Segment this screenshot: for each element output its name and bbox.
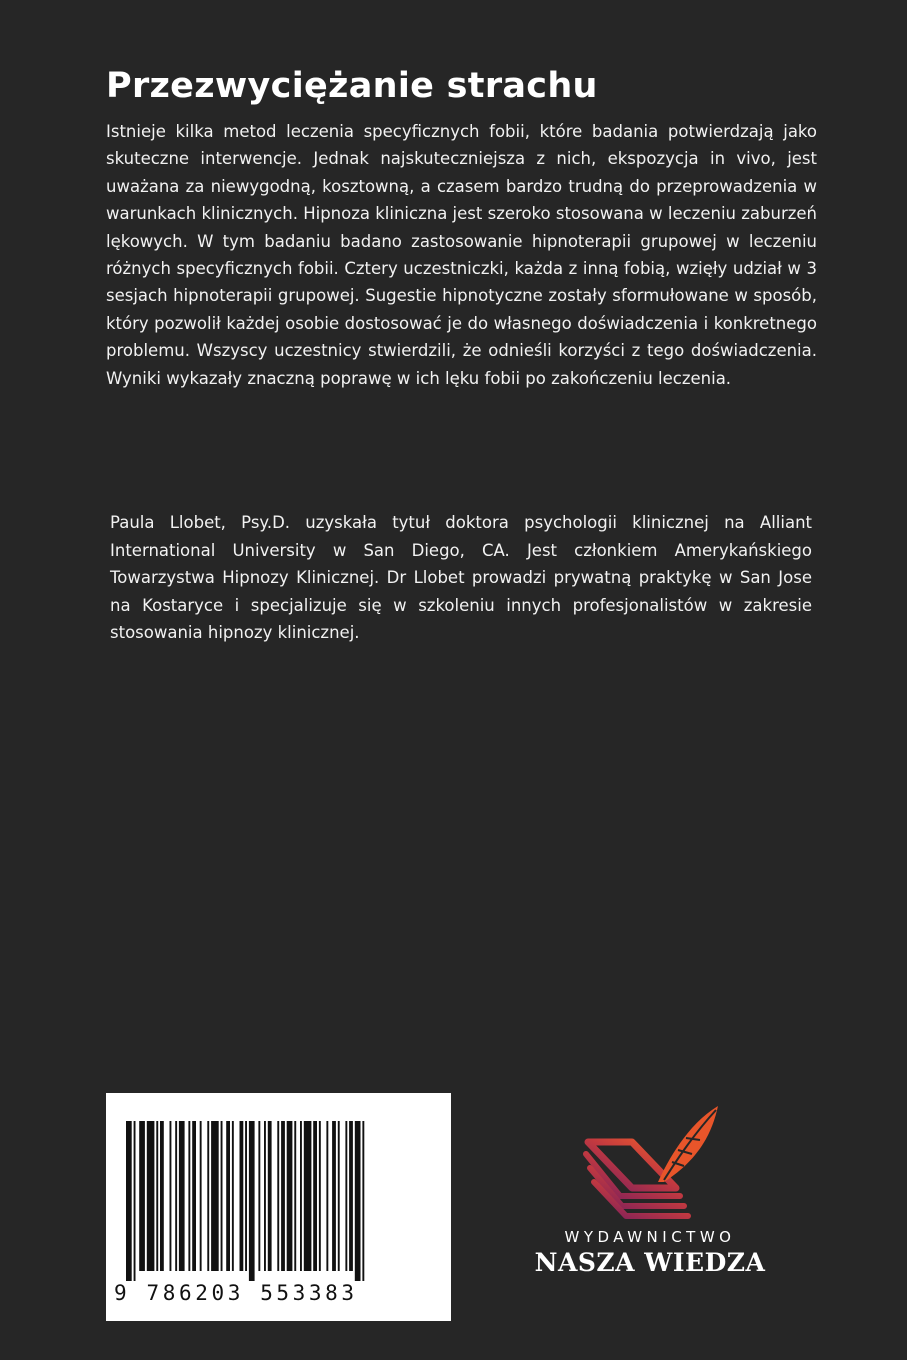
book-title: Przezwyciężanie strachu: [106, 66, 598, 106]
barcode-bar: [179, 1121, 185, 1271]
barcode-bar: [139, 1121, 145, 1271]
isbn-number: 9 786203 553383: [114, 1281, 358, 1305]
barcode-bar: [300, 1121, 302, 1271]
barcode-bar: [313, 1121, 317, 1271]
barcode-bar: [349, 1121, 353, 1271]
barcode-bar: [240, 1121, 244, 1271]
barcode-bar: [268, 1121, 272, 1271]
barcode-bar: [232, 1121, 234, 1271]
barcode-bar: [319, 1121, 321, 1271]
barcode-bar: [147, 1121, 155, 1271]
barcode-bar: [326, 1121, 328, 1271]
barcode-bar: [211, 1121, 219, 1271]
barcode-bar: [338, 1121, 340, 1271]
barcode-bar: [160, 1121, 164, 1271]
barcode-bar: [345, 1121, 347, 1271]
barcode-bar: [294, 1121, 296, 1271]
barcode-bar: [221, 1121, 223, 1271]
barcode-bar: [192, 1121, 196, 1271]
barcode-bar: [281, 1121, 285, 1271]
publisher-logo: [520, 1100, 780, 1290]
barcode-bar: [156, 1121, 158, 1271]
barcode-bar: [355, 1121, 361, 1281]
publisher-label: WYDAWNICTWO: [564, 1228, 736, 1246]
barcode-bars: [106, 1093, 451, 1283]
isbn-barcode: [106, 1093, 451, 1321]
barcode-bar: [287, 1121, 293, 1271]
barcode-bar: [175, 1121, 177, 1271]
barcode-bar: [362, 1121, 364, 1281]
barcode-bar: [264, 1121, 266, 1271]
barcode-bar: [126, 1121, 132, 1281]
barcode-bar: [249, 1121, 255, 1281]
author-bio: Paula Llobet, Psy.D. uzyskała tytuł doktora psychologii klinicznej na Alliant International University w San Diego, CA. Jest członkiem Amerykańskiego Towarzystwa Hipnozy Klinicznej. Dr Llobet prowadzi prywatną praktykę w San Jose na Kostaryce i specjalizuje się w szkoleniu innych profesjonalistów w zakresie stosowania hipnozy klinicznej.: [110, 513, 812, 643]
barcode-bar: [170, 1121, 172, 1271]
barcode-bar: [200, 1121, 202, 1271]
barcode-bar: [332, 1121, 336, 1271]
barcode-bar: [188, 1121, 190, 1271]
barcode-bar: [277, 1121, 279, 1271]
barcode-bar: [258, 1121, 260, 1271]
publisher-name: NASZA WIEDZA: [534, 1248, 766, 1277]
barcode-bar: [245, 1121, 247, 1271]
book-quill-icon: [580, 1100, 720, 1225]
barcode-bar: [226, 1121, 230, 1271]
barcode-bar: [207, 1121, 209, 1271]
barcode-bar: [304, 1121, 312, 1271]
book-description: Istnieje kilka metod leczenia specyficznych fobii, które badania potwierdzają jako skuteczne interwencje. Jednak najskuteczniejsza z nich, ekspozycja in vivo, jest uważana za niewygodną, kosztowną, a czasem bardzo trudną do przeprowadzenia w warunkach klinicznych. Hipnoza kliniczna jest szeroko stosowana w leczeniu zaburzeń lękowych. W tym badaniu badano zastosowanie hipnoterapii grupowej w leczeniu różnych specyficznych fobii. Cztery uczestniczki, każda z inną fobią, wzięły udział w 3 sesjach hipnoterapii grupowej. Sugestie hipnotyczne zostały sformułowane w sposób, który pozwolił każdej osobie dostosować je do własnego doświadczenia i konkretnego problemu. Wszyscy uczestnicy stwierdzili, że odnieśli korzyści z tego doświadczenia. Wyniki wykazały znaczną poprawę w ich lęku fobii po zakończeniu leczenia.: [106, 122, 817, 388]
barcode-bar: [134, 1121, 136, 1281]
